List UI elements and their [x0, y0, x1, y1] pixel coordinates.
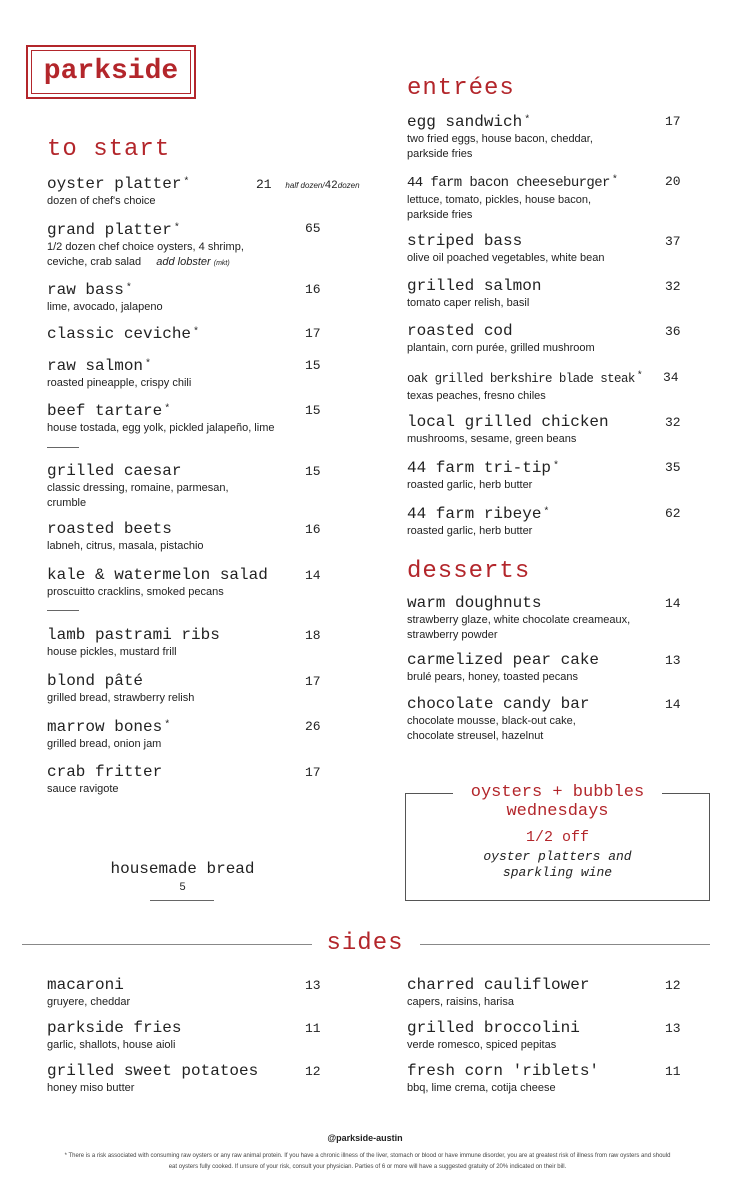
menu-item [47, 763, 162, 796]
item-desc: strawberry glaze, white chocolate creameaux, [407, 614, 631, 626]
item-desc: lime, avocado, jalapeno [47, 301, 163, 313]
raw-star: * [553, 461, 560, 472]
item-name: local grilled chicken [407, 413, 609, 431]
item-desc-2: chocolate streusel, hazelnut [407, 730, 544, 742]
social-handle: @parkside-austin [327, 1133, 403, 1143]
to-start-title: to start [47, 136, 171, 163]
price-label-half: half dozen/ [285, 181, 325, 190]
item-price: 15 [305, 358, 321, 373]
menu-item [47, 356, 191, 390]
item-desc: olive oil poached vegetables, white bean [407, 252, 605, 264]
entrees-title: entrées [407, 75, 515, 102]
item-price: 11 [665, 1064, 681, 1079]
special-day: wednesdays [506, 802, 609, 821]
menu-item [407, 504, 549, 538]
logo-text: parkside [43, 56, 179, 87]
item-price: 15 [305, 403, 321, 418]
item-desc: labneh, citrus, masala, pistachio [47, 540, 204, 552]
item-name: 44 farm tri-tip [407, 459, 552, 477]
item-desc: house pickles, mustard frill [47, 646, 177, 658]
item-price: 14 [665, 697, 681, 712]
item-name: carmelized pear cake [407, 651, 600, 669]
bread-name: housemade bread [110, 860, 255, 878]
item-price: 12 [305, 1064, 321, 1079]
parkside-logo [26, 45, 196, 99]
item-name: chocolate candy bar [407, 695, 590, 713]
menu-item [407, 277, 541, 310]
menu-item [407, 458, 559, 492]
item-name: fresh corn 'riblets' [407, 1062, 600, 1080]
special-detail-2: sparkling wine [502, 865, 613, 880]
item-price: 13 [665, 1021, 681, 1036]
item-price [256, 177, 360, 192]
price-label-dozen: dozen [337, 181, 360, 190]
item-desc-2: crumble [47, 497, 87, 509]
raw-star: * [125, 283, 132, 294]
price-dozen: 42 [324, 180, 338, 192]
item-desc: honey miso butter [47, 1082, 135, 1094]
item-desc: 1/2 dozen chef choice oysters, 4 shrimp, [47, 241, 244, 253]
menu-item [407, 112, 593, 161]
item-price: 65 [305, 221, 321, 236]
raw-star: * [183, 177, 190, 188]
menu-item [47, 976, 130, 1009]
item-desc: proscuitto cracklins, smoked pecans [47, 586, 224, 598]
item-price: 62 [665, 506, 681, 521]
menu-item [407, 413, 609, 446]
menu-item [407, 976, 589, 1009]
item-name: classic ceviche [47, 325, 192, 343]
menu-item [407, 695, 589, 743]
item-desc: dozen of chef's choice [47, 195, 156, 207]
menu-item [47, 174, 189, 208]
item-price: 13 [665, 653, 681, 668]
item-desc: sauce ravigote [47, 783, 119, 795]
item-desc: bbq, lime crema, cotija cheese [407, 1082, 556, 1094]
item-desc: gruyere, cheddar [47, 996, 131, 1008]
divider [47, 610, 79, 611]
item-price: 17 [305, 765, 321, 780]
menu-item [47, 324, 199, 343]
menu-item [407, 594, 630, 642]
item-desc: capers, raisins, harisa [407, 996, 514, 1008]
item-name: blond pâté [47, 672, 144, 690]
item-name: 44 farm bacon cheeseburger [407, 175, 610, 191]
housemade-bread [90, 860, 275, 894]
special-title: oysters + bubbles [470, 783, 645, 802]
item-price: 35 [665, 460, 681, 475]
item-price: 17 [665, 114, 681, 129]
item-desc: classic dressing, romaine, parmesan, [47, 482, 229, 494]
item-name: grilled sweet potatoes [47, 1062, 259, 1080]
item-price: 17 [305, 326, 321, 341]
menu-item [47, 626, 220, 659]
consumer-advisory: * There is a risk associated with consuming raw oysters or any raw animal protein. If you have a chronic illness of the liver, stomach or blood or have immune disorder, you are at greatest risk of illness from raw oysters and should eat oysters fully cooked. If unsure of your risk, consult your physician. Parties of 6 or more will have a suggested gratuity of 20% indicated on their bill. [64, 1153, 671, 1170]
menu-item [47, 1019, 181, 1052]
item-desc: chocolate mousse, black-out cake, [407, 715, 576, 727]
item-desc: plantain, corn purée, grilled mushroom [407, 342, 595, 354]
price-half: 21 [256, 177, 272, 192]
bread-price: 5 [179, 882, 186, 894]
add-lobster-note: (mkt) [213, 260, 230, 267]
item-price: 12 [665, 978, 681, 993]
item-desc: garlic, shallots, house aioli [47, 1039, 176, 1051]
item-name: egg sandwich [407, 113, 523, 131]
item-desc-2: strawberry powder [407, 629, 498, 641]
menu-item [407, 368, 642, 403]
menu-item [407, 1019, 580, 1052]
menu-item [407, 322, 595, 355]
item-name: crab fritter [47, 763, 163, 781]
item-price: 32 [665, 415, 681, 430]
item-desc: brulé pears, honey, toasted pecans [407, 671, 579, 683]
item-desc: house tostada, egg yolk, pickled jalapeño, lime [47, 422, 275, 434]
item-desc: verde romesco, spiced pepitas [407, 1039, 557, 1051]
item-desc: roasted pineapple, crispy chili [47, 377, 192, 389]
menu-item [407, 232, 605, 265]
item-price: 34 [663, 370, 679, 385]
item-desc-2: ceviche, crab salad [47, 256, 142, 268]
special-offer: 1/2 off [525, 829, 589, 846]
item-price: 11 [305, 1021, 321, 1036]
raw-star: * [543, 507, 550, 518]
item-price: 26 [305, 719, 321, 734]
add-lobster: add lobster [156, 256, 211, 268]
item-name: marrow bones [47, 718, 163, 736]
special-detail: oyster platters and [483, 849, 632, 864]
raw-star: * [611, 175, 618, 186]
item-price: 37 [665, 234, 681, 249]
item-name: beef tartare [47, 402, 163, 420]
item-price: 18 [305, 628, 321, 643]
item-price: 20 [665, 174, 681, 189]
item-name: raw bass [47, 281, 124, 299]
item-desc: roasted garlic, herb butter [407, 479, 533, 491]
item-desc: mushrooms, sesame, green beans [407, 433, 577, 445]
item-desc: grilled bread, onion jam [47, 738, 162, 750]
raw-star: * [173, 223, 180, 234]
item-name: lamb pastrami ribs [47, 626, 220, 644]
menu-item [47, 220, 244, 271]
raw-star: * [524, 115, 531, 126]
item-desc-2: parkside fries [407, 148, 473, 160]
divider [47, 447, 79, 448]
sides-title: sides [326, 930, 404, 957]
raw-star: * [193, 327, 200, 338]
menu-item [47, 672, 194, 705]
item-price: 14 [305, 568, 321, 583]
item-name: macaroni [47, 976, 124, 994]
menu-item [47, 566, 268, 599]
item-name: raw salmon [47, 357, 144, 375]
item-name: parkside fries [47, 1019, 182, 1037]
item-desc: grilled bread, strawberry relish [47, 692, 195, 704]
item-price: 17 [305, 674, 321, 689]
item-name: charred cauliflower [407, 976, 590, 994]
menu-item [407, 172, 617, 222]
item-name: oyster platter [47, 175, 182, 193]
menu-item [407, 651, 599, 684]
raw-star: * [636, 371, 643, 382]
item-price: 14 [665, 596, 681, 611]
item-desc-2: parkside fries [407, 209, 473, 221]
menu-item [47, 280, 163, 314]
item-desc: tomato caper relish, basil [407, 297, 530, 309]
menu-item [47, 462, 229, 510]
menu-item [47, 401, 274, 435]
item-name: striped bass [407, 232, 523, 250]
item-price: 15 [305, 464, 321, 479]
item-name: roasted cod [407, 322, 513, 340]
item-price: 36 [665, 324, 681, 339]
item-name: grilled salmon [407, 277, 542, 295]
item-price: 16 [305, 522, 321, 537]
menu-item [47, 717, 170, 751]
raw-star: * [164, 404, 171, 415]
item-desc: lettuce, tomato, pickles, house bacon, [407, 194, 592, 206]
menu-item [47, 1062, 258, 1095]
menu-item [407, 1062, 599, 1095]
item-desc: texas peaches, fresno chiles [407, 390, 546, 402]
item-price: 16 [305, 282, 321, 297]
item-price: 13 [305, 978, 321, 993]
item-name: grand platter [47, 221, 172, 239]
item-name: warm doughnuts [407, 594, 542, 612]
item-desc: two fried eggs, house bacon, cheddar, [407, 133, 593, 145]
raw-star: * [164, 720, 171, 731]
raw-star: * [145, 359, 152, 370]
item-name: grilled caesar [47, 462, 182, 480]
divider [150, 900, 214, 901]
item-name: oak grilled berkshire blade steak [407, 372, 635, 386]
item-desc: roasted garlic, herb butter [407, 525, 533, 537]
item-name: grilled broccolini [407, 1019, 580, 1037]
item-name: roasted beets [47, 520, 172, 538]
item-name: 44 farm ribeye [407, 505, 542, 523]
item-price: 32 [665, 279, 681, 294]
menu-item [47, 520, 204, 553]
item-name: kale & watermelon salad [47, 566, 268, 584]
desserts-title: desserts [407, 558, 531, 585]
